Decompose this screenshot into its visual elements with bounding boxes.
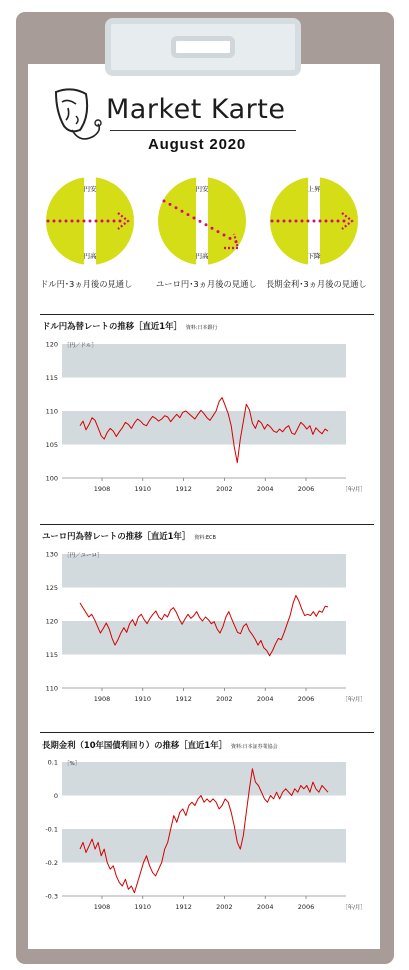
arrow-dot bbox=[313, 220, 316, 223]
chart-title-text: ユーロ円為替レートの推移［直近1年］ bbox=[42, 531, 191, 541]
y-tick-label: 125 bbox=[45, 584, 58, 592]
forecast-top-label: 円安 bbox=[83, 185, 97, 193]
forecast-rate bbox=[264, 174, 374, 294]
arrow-dot bbox=[325, 220, 328, 223]
arrow-dot bbox=[337, 220, 340, 223]
y-tick-label: 0.1 bbox=[47, 758, 58, 767]
y-tick-label: 120 bbox=[45, 340, 58, 349]
x-tick-label: 2002 bbox=[216, 695, 233, 703]
arrow-dot bbox=[83, 220, 86, 223]
section-divider bbox=[40, 524, 374, 525]
x-unit-label: ［年/月］ bbox=[342, 905, 366, 911]
clipboard-clip bbox=[105, 18, 301, 76]
unit-label: ［円／ドル］ bbox=[64, 343, 98, 349]
chart-title-eurjpy bbox=[42, 530, 216, 542]
x-tick-label: 1910 bbox=[134, 485, 152, 493]
x-tick-label: 2002 bbox=[216, 903, 233, 911]
grid-band bbox=[62, 344, 346, 378]
grid-band bbox=[62, 829, 346, 863]
arrow-dot bbox=[89, 220, 92, 223]
y-tick-label: -0.1 bbox=[45, 825, 58, 834]
x-tick-label: 2006 bbox=[297, 485, 315, 493]
arrow-dot bbox=[175, 206, 178, 209]
arrow-dot bbox=[53, 220, 56, 223]
clip-hole bbox=[171, 36, 235, 58]
arrow-dot bbox=[163, 200, 166, 203]
arrow-dot bbox=[169, 203, 172, 206]
arrow-dot bbox=[187, 213, 190, 216]
arrow-dot bbox=[193, 217, 196, 220]
chart-title-usdjpy bbox=[42, 320, 218, 332]
arrow-dot bbox=[101, 220, 104, 223]
x-unit-label: ［年/月］ bbox=[342, 487, 366, 493]
chart-source: 資料:日本証券業協会 bbox=[230, 744, 278, 750]
arrow-dot bbox=[271, 220, 274, 223]
chart-title-yield bbox=[42, 739, 278, 751]
x-tick-label: 1912 bbox=[175, 903, 192, 911]
y-tick-label: 130 bbox=[45, 550, 58, 559]
x-tick-label: 1912 bbox=[175, 695, 192, 703]
arrow-dot bbox=[295, 220, 298, 223]
section-divider bbox=[40, 314, 374, 315]
forecast-label: 長期金利･3ヵ月後の見通し bbox=[266, 279, 367, 289]
y-tick-label: 105 bbox=[45, 441, 58, 449]
x-tick-label: 2006 bbox=[297, 695, 315, 703]
y-tick-label: 100 bbox=[45, 474, 58, 483]
arrow-dot bbox=[277, 220, 280, 223]
x-tick-label: 1910 bbox=[134, 695, 152, 703]
forecast-label: ユーロ円･3ヵ月後の見通し bbox=[156, 279, 257, 289]
arrow-dot bbox=[331, 220, 334, 223]
forecast-bottom-label: 円高 bbox=[83, 252, 97, 260]
y-tick-label: 110 bbox=[45, 684, 58, 693]
forecast-usdjpy bbox=[40, 174, 150, 294]
grid-band bbox=[62, 554, 346, 588]
x-tick-label: 1908 bbox=[93, 903, 111, 911]
arrow-dot bbox=[205, 223, 208, 226]
arrow-dot bbox=[319, 220, 322, 223]
header bbox=[28, 64, 380, 174]
arrow-dot bbox=[343, 220, 346, 223]
arrow-dot bbox=[283, 220, 286, 223]
grid-band bbox=[62, 411, 346, 445]
arrow-dot bbox=[65, 220, 68, 223]
x-tick-label: 2002 bbox=[216, 485, 233, 493]
y-tick-label: 115 bbox=[45, 374, 58, 382]
arrow-dot bbox=[181, 210, 184, 213]
y-tick-label: 0 bbox=[53, 792, 58, 800]
y-tick-label: -0.2 bbox=[45, 859, 58, 867]
x-tick-label: 1908 bbox=[93, 695, 111, 703]
chart-title-text: ドル円為替レートの推移［直近1年］ bbox=[42, 321, 182, 331]
x-tick-label: 1912 bbox=[175, 485, 192, 493]
arrow-dot bbox=[211, 227, 214, 230]
chart-title-text: 長期金利（10年国債利回り）の推移［直近1年］ bbox=[42, 740, 227, 750]
arrow-dot bbox=[289, 220, 292, 223]
arrow-dot bbox=[113, 220, 116, 223]
forecast-eurjpy bbox=[152, 174, 262, 294]
x-tick-label: 2004 bbox=[256, 485, 274, 493]
x-tick-label: 2004 bbox=[256, 695, 274, 703]
y-tick-label: 110 bbox=[45, 407, 58, 416]
arrow-dot bbox=[77, 220, 80, 223]
yield-line-chart bbox=[28, 754, 380, 924]
title-divider bbox=[110, 130, 296, 131]
arrow-dot bbox=[301, 220, 304, 223]
arrow-dot bbox=[119, 220, 122, 223]
karte-sheet bbox=[28, 64, 380, 949]
arrow-dot bbox=[59, 220, 62, 223]
forecast-bottom-label: 下降 bbox=[307, 252, 321, 260]
arrow-dot bbox=[223, 234, 226, 237]
arrow-dot bbox=[229, 237, 232, 240]
x-unit-label: ［年/月］ bbox=[342, 697, 366, 703]
arrow-dot bbox=[95, 220, 98, 223]
chart-source: 資料:ECB bbox=[194, 535, 216, 541]
forecast-label: ドル円･3ヵ月後の見通し bbox=[40, 279, 133, 289]
forecast-disc bbox=[152, 174, 262, 274]
chart-source: 資料:日本銀行 bbox=[185, 325, 218, 331]
arrow-dot bbox=[47, 220, 50, 223]
y-tick-label: -0.3 bbox=[45, 892, 58, 901]
y-tick-label: 120 bbox=[45, 617, 58, 626]
y-tick-label: 115 bbox=[45, 651, 58, 659]
unit-label: ［%］ bbox=[64, 761, 81, 767]
forecast-disc bbox=[40, 174, 150, 274]
arrow-dot bbox=[217, 230, 220, 233]
forecast-top-label: 円安 bbox=[195, 185, 209, 193]
x-tick-label: 2006 bbox=[297, 903, 315, 911]
x-tick-label: 2004 bbox=[256, 903, 274, 911]
issue-date: August 2020 bbox=[148, 136, 246, 153]
logo-face-icon bbox=[46, 86, 108, 146]
arrow-dot bbox=[107, 220, 110, 223]
forecast-bottom-label: 円高 bbox=[195, 252, 209, 260]
grid-band bbox=[62, 762, 346, 796]
usdjpy-line-chart bbox=[28, 336, 380, 504]
arrow-dot bbox=[199, 220, 202, 223]
arrow-dot bbox=[71, 220, 74, 223]
x-tick-label: 1910 bbox=[134, 903, 152, 911]
arrow-dot bbox=[307, 220, 310, 223]
forecast-top-label: 上昇 bbox=[307, 185, 321, 193]
page-title: Market Karte bbox=[106, 94, 286, 125]
x-tick-label: 1908 bbox=[93, 485, 111, 493]
forecast-disc bbox=[264, 174, 374, 274]
section-divider bbox=[40, 732, 374, 733]
eurjpy-line-chart bbox=[28, 546, 380, 714]
unit-label: ［円／ユーロ］ bbox=[64, 553, 103, 559]
